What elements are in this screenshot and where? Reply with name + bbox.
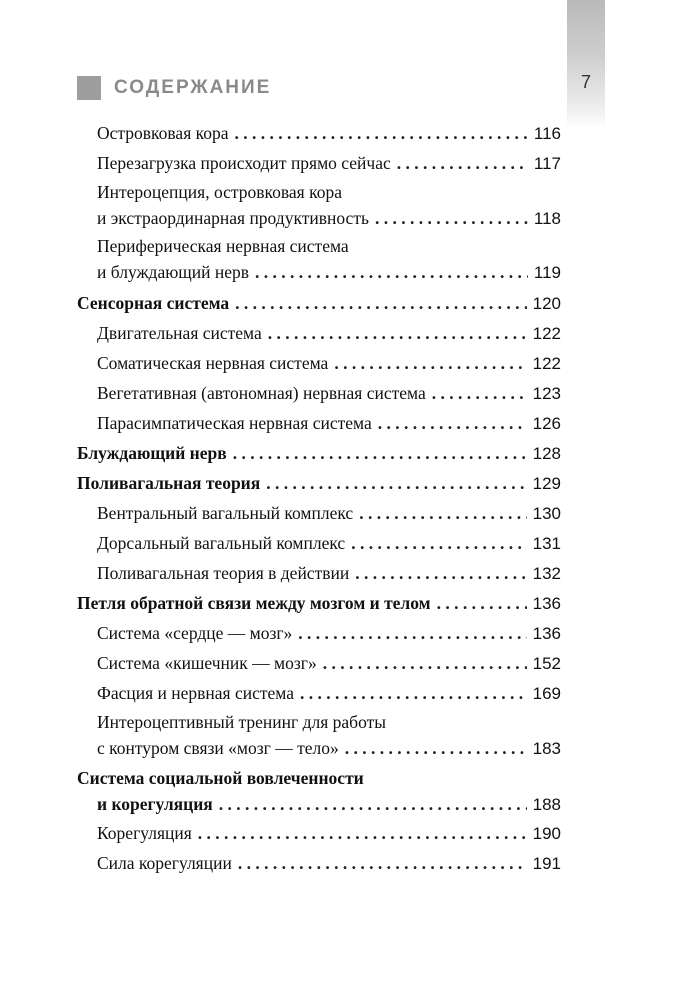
dot-leader: [432, 381, 527, 405]
header-title: СОДЕРЖАНИЕ: [114, 77, 272, 98]
toc-entry[interactable]: [97, 121, 561, 146]
toc-entry-title: Парасимпатическая нервная система: [97, 413, 372, 433]
toc-entry-page: 152: [532, 654, 561, 673]
toc-entry-title: Поливагальная теория в действии: [97, 563, 350, 583]
toc-entry[interactable]: [97, 260, 561, 285]
toc-entry-title: с контуром связи «мозг — тело»: [97, 738, 339, 758]
toc-entry-page: 126: [532, 414, 561, 433]
toc-entry-page: 123: [532, 384, 561, 403]
toc-entry[interactable]: [97, 821, 561, 846]
dot-leader: [268, 321, 527, 345]
toc-entry[interactable]: [97, 681, 561, 706]
toc-entry[interactable]: [97, 531, 561, 556]
toc-entry-page: 116: [533, 124, 561, 143]
toc-entry-page: 183: [532, 739, 561, 758]
dot-leader: [300, 681, 527, 705]
toc-entry-title: и корегуляция: [97, 794, 213, 814]
toc-entry-title: Вентральный вагальный комплекс: [97, 503, 354, 523]
toc-entry-page: 122: [532, 354, 561, 373]
dot-leader: [255, 260, 528, 284]
toc-entry-title: Двигательная система: [97, 323, 262, 343]
dot-leader: [266, 471, 526, 495]
toc-entry[interactable]: [97, 381, 561, 406]
toc-entry-page: 188: [532, 795, 561, 814]
toc-entry-page: 120: [532, 294, 561, 313]
toc-entry[interactable]: [97, 851, 561, 876]
toc-entry[interactable]: [77, 291, 561, 316]
dot-leader: [323, 651, 527, 675]
dot-leader: [359, 501, 526, 525]
toc-entry-title-line: Интероцептивный тренинг для работы: [97, 712, 386, 732]
toc-entry-title: Блуждающий нерв: [77, 443, 227, 463]
toc-entry[interactable]: [77, 441, 561, 466]
page-number: 7: [580, 72, 591, 92]
toc-entry-page: 119: [533, 263, 561, 282]
toc-entry-page: 128: [532, 444, 561, 463]
toc-entry[interactable]: [97, 321, 561, 346]
toc-entry-title: и экстраординарная продуктивность: [97, 208, 369, 228]
page-tab-marker: [567, 0, 605, 128]
dot-leader: [235, 291, 526, 315]
toc-entry-page: 130: [532, 504, 561, 523]
toc-entry-page: 136: [532, 594, 561, 613]
toc-entry-title: Система «сердце — мозг»: [97, 623, 293, 643]
toc-entry-page: 190: [532, 824, 561, 843]
toc-entry-title: Фасция и нервная система: [97, 683, 294, 703]
toc-entry[interactable]: [97, 501, 561, 526]
toc-entry-page: 131: [532, 534, 561, 553]
dot-leader: [334, 351, 526, 375]
toc-entry[interactable]: [97, 151, 561, 176]
toc-entry-title: Вегетативная (автономная) нервная система: [97, 383, 426, 403]
toc-entry[interactable]: [97, 792, 561, 817]
toc-entry-title: Сенсорная система: [77, 293, 230, 313]
toc-entry-page: 136: [532, 624, 561, 643]
toc-entry-page: 191: [532, 854, 561, 873]
toc-entry-page: 118: [533, 209, 561, 228]
toc-entry[interactable]: [97, 621, 561, 646]
toc-entry-title: Корегуляция: [97, 823, 192, 843]
dot-leader: [238, 851, 527, 875]
section-header: [77, 76, 271, 100]
toc-entry-page: 122: [532, 324, 561, 343]
dot-leader: [355, 561, 526, 585]
toc-entry-title: Поливагальная теория: [77, 473, 261, 493]
dot-leader: [298, 621, 526, 645]
dot-leader: [345, 736, 527, 760]
dot-leader: [233, 441, 527, 465]
toc-entry-title: Система «кишечник — мозг»: [97, 653, 317, 673]
toc-entry-page: 132: [532, 564, 561, 583]
toc-entry[interactable]: [97, 411, 561, 436]
toc-entry-page: 129: [532, 474, 561, 493]
toc-entry-title-line: Система социальной вовлеченности: [77, 768, 364, 788]
dot-leader: [378, 411, 527, 435]
toc-entry[interactable]: [97, 206, 561, 231]
toc-entry-title: Перезагрузка происходит прямо сейчас: [97, 153, 391, 173]
dot-leader: [219, 792, 527, 816]
toc-entry[interactable]: [77, 591, 561, 616]
toc-entry-title: Дорсальный вагальный комплекс: [97, 533, 346, 553]
dot-leader: [437, 591, 527, 615]
toc-entry-title: и блуждающий нерв: [97, 262, 250, 282]
toc-entry-title-line: Интероцепция, островковая кора: [97, 182, 342, 202]
dot-leader: [198, 821, 527, 845]
toc-entry[interactable]: [97, 736, 561, 761]
toc-entry-title: Петля обратной связи между мозгом и телом: [77, 593, 431, 613]
toc-entry-title: Соматическая нервная система: [97, 353, 329, 373]
dot-leader: [397, 151, 528, 175]
toc-entry[interactable]: [97, 651, 561, 676]
toc-entry-title-line: Периферическая нервная система: [97, 236, 349, 256]
toc-entry-title: Сила корегуляции: [97, 853, 232, 873]
dot-leader: [375, 206, 528, 230]
toc-entry[interactable]: [97, 561, 561, 586]
toc-entry[interactable]: [97, 351, 561, 376]
toc-entry[interactable]: [77, 471, 561, 496]
toc-entry-page: 169: [532, 684, 561, 703]
dot-leader: [235, 121, 528, 145]
toc-entry-page: 117: [533, 154, 561, 173]
toc-entry-title: Островковая кора: [97, 123, 229, 143]
header-square-icon: [77, 76, 101, 100]
dot-leader: [351, 531, 526, 555]
